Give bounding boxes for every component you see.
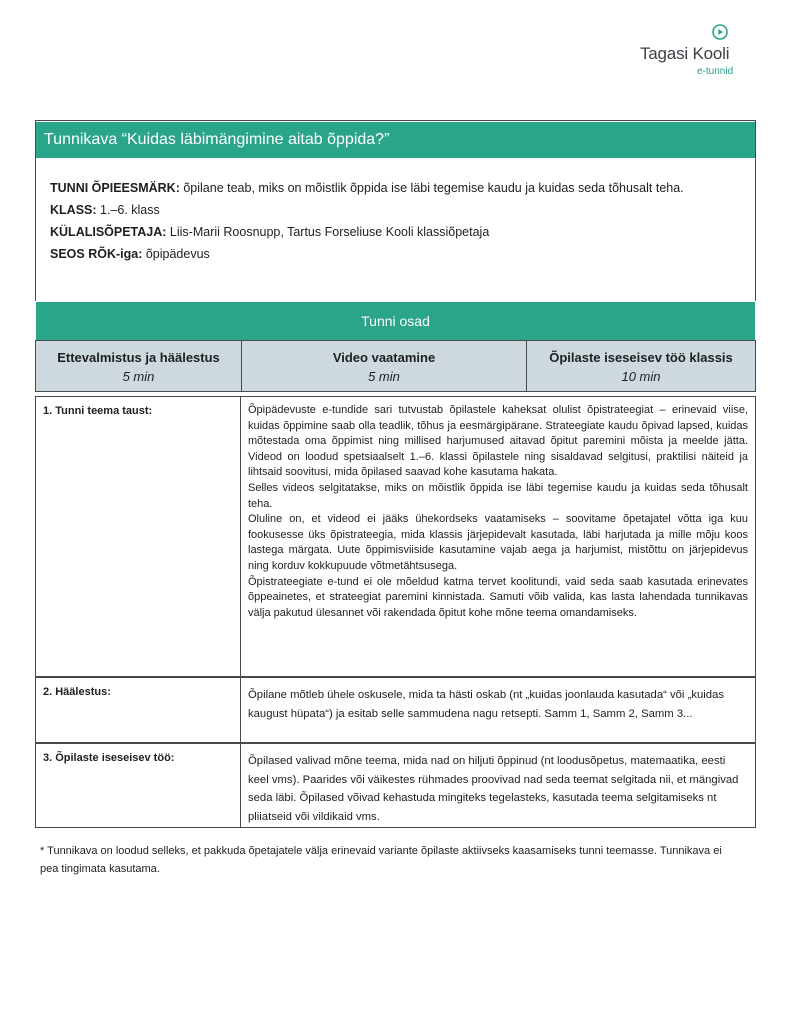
logo-name: Tagasi Kooli	[640, 44, 730, 63]
table-row	[35, 743, 756, 828]
paragraph: Õpilased valivad mõne teema, mida nad on hiljuti õppinud (nt loodusõpetus, matemaatika, eesti keel vms). Paarides või väikestes rühmades proovivad nad seda teemat selgitada nii, et mängivad seda läbi. Õpilased võivad kehastuda mingiteks tegelasteks, kasutada teema selgitamiseks nt pliiatseid või vildikaid vms.	[248, 755, 739, 823]
table-row	[35, 396, 756, 677]
row-body	[248, 752, 748, 826]
goal-label: TUNNI ÕPIEESMÄRK:	[50, 181, 180, 195]
row-divider	[240, 397, 241, 676]
teacher-line	[50, 221, 740, 243]
row-divider	[240, 744, 241, 827]
parts-title: Tunni osad	[36, 302, 755, 340]
footnote: * Tunnikava on loodud selleks, et pakkuda õpetajatele välja erinevaid variante õpilaste aktiivseks kaasamiseks tunni teemasse. Tunnikava ei pea tingimata kasutama.	[40, 845, 722, 875]
class-line	[50, 199, 740, 221]
lesson-info	[50, 177, 740, 265]
phase-cell	[526, 341, 755, 391]
row-label: 1. Tunni teema taust:	[43, 405, 153, 417]
phase-cell	[241, 341, 526, 391]
paragraph: Õpipädevuste e-tundide sari tutvustab õpilastele kaheksat olulist õpistrateegiat – erinevaid viise, kuidas õppimine saab olla teadlik, tõhus ja eesmärgipärane. Strateegiate kaudu õpivad lapsed, kuidas mõtestada oma õppimist ning millised harjumused aitavad õpitut paremini mõista ja meelde jätta. Videod on loodud spetsiaalselt 1.–6. klassi õpilastele ning sisaldavad selgitusi, praktilisi näiteid ja lihtsaid soovitusi, mida õpilased saavad kohe kasutama hakata.	[248, 404, 748, 479]
row-label: 2. Häälestus:	[43, 686, 111, 698]
teacher-label: KÜLALISÕPETAJA:	[50, 225, 167, 239]
phase-title: Ettevalmistus ja häälestus	[57, 350, 220, 365]
rok-label: SEOS RÕK-iga:	[50, 247, 143, 261]
phase-duration: 5 min	[368, 369, 400, 384]
class-label: KLASS:	[50, 203, 97, 217]
phase-duration: 5 min	[122, 369, 155, 384]
paragraph: Õpilane mõtleb ühele oskusele, mida ta hästi oskab (nt „kuidas joonlauda kasutada“ või „kuidas kaugust hüpata“) ja esitab selle sammudena nagu retsepti. Samm 1, Samm 2, Samm 3...	[248, 689, 724, 720]
class-text: 1.–6. klass	[96, 203, 160, 217]
row-body	[248, 686, 748, 723]
paragraph: Oluline on, et videod ei jääks ühekordseks vaatamiseks – soovitame õpetajatel võtta iga kuu fookusesse üks õpistrateegia, mida klassis järjepidevalt kasutada, läbi harjutada ja mille mõju koos lastega märgata. Uute õppimisviiside kasutamine vajab aega ja harjumist, mistõttu on järjepidevus ning korduv kokkupuude võtmetähtsusega.	[248, 513, 748, 572]
rok-text: õpipädevus	[142, 247, 210, 261]
page-title: Tunnikava “Kuidas läbimängimine aitab õppida?”	[36, 122, 755, 158]
paragraph: Selles videos selgitatakse, miks on mõistlik õppida ise läbi tegemise kaudu ja kuidas seda tõhusalt teha.	[248, 481, 748, 510]
logo-subtitle: e-tunnid	[697, 66, 734, 77]
row-divider	[240, 678, 241, 742]
table-row	[35, 677, 756, 743]
rok-line	[50, 243, 740, 265]
phase-cell	[36, 341, 241, 391]
teacher-text: Liis-Marii Roosnupp, Tartus Forseliuse Kooli klassiõpetaja	[166, 225, 490, 239]
phase-header-row	[35, 340, 756, 392]
goal-line	[50, 177, 740, 199]
row-label: 3. Õpilaste iseseisev töö:	[43, 752, 175, 764]
phase-duration: 10 min	[621, 369, 661, 384]
goal-text: õpilane teab, miks on mõistlik õppida ise läbi tegemise kaudu ja kuidas seda tõhusalt teha.	[179, 181, 684, 195]
logo	[640, 22, 750, 82]
phase-title: Video vaatamine	[332, 350, 436, 365]
phase-title: Õpilaste iseseisev töö klassis	[549, 350, 733, 365]
play-circle-icon	[712, 24, 728, 40]
row-body	[248, 403, 748, 621]
paragraph: Õpistrateegiate e-tund ei ole mõeldud katma tervet koolitundi, vaid seda saab kasutada erinevates õppeainetes, et strateegiat paremini kinnistada. Samuti võib valida, kas lasta lahendada tunnikavas välja pakutud ülesannet või rakendada õpitut kohe mõne teema omandamiseks.	[248, 575, 748, 619]
